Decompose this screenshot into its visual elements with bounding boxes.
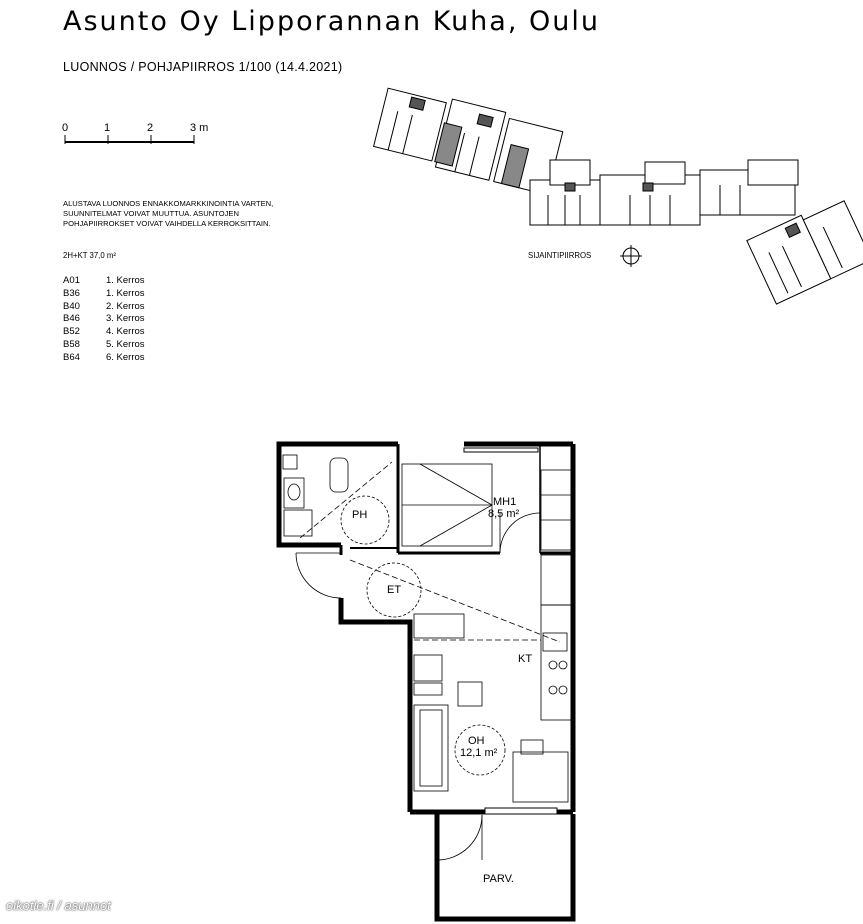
page-subtitle: LUONNOS / POHJAPIIRROS 1/100 (14.4.2021) [63, 60, 343, 74]
scale-label-3: 3 m [190, 122, 209, 134]
scale-label-0: 0 [62, 122, 69, 134]
room-label-ph: PH [352, 509, 368, 521]
scale-label-2: 2 [147, 122, 154, 134]
scale-label-1: 1 [104, 122, 111, 134]
unit-type: 2H+KT 37,0 m² [63, 251, 116, 260]
page-title: Asunto Oy Lipporannan Kuha, Oulu [63, 6, 600, 37]
site-plan-label: SIJAINTIPIIRROS [528, 251, 592, 260]
note-line: POHJAPIIRROKSET VOIVAT VAIHDELLA KERROKSITTAIN. [63, 219, 271, 228]
list-item: A01 1. Kerros [63, 275, 145, 286]
room-label-et: ET [387, 584, 402, 596]
room-area-mh1: 8,5 m² [488, 508, 520, 520]
site-plan [372, 83, 863, 304]
room-label-mh1: MH1 [493, 496, 517, 508]
list-item: B40 2. Kerros [63, 300, 145, 312]
list-item: B58 5. Kerros [63, 338, 145, 350]
list-item: B36 1. Kerros [63, 287, 145, 299]
watermark: oikotie.fi / asunnot [6, 898, 111, 913]
list-item: B52 4. Kerros [63, 326, 145, 338]
room-label-parv: PARV. [483, 873, 514, 885]
north-arrow-icon [620, 245, 642, 267]
note-line: SUUNNITELMAT VOIVAT MUUTTUA. ASUNTOJEN [63, 209, 239, 218]
room-label-kt: KT [518, 653, 533, 665]
scale-bar-graphic [65, 135, 194, 144]
room-area-oh: 12,1 m² [460, 747, 498, 759]
list-item: B46 3. Kerros [63, 313, 145, 325]
list-item: B64 6. Kerros [63, 351, 145, 363]
note-line: ALUSTAVA LUONNOS ENNAKKOMARKKINOINTIA VARTEN, [63, 199, 274, 208]
room-label-oh: OH [468, 735, 485, 747]
floor-plan [279, 444, 573, 919]
